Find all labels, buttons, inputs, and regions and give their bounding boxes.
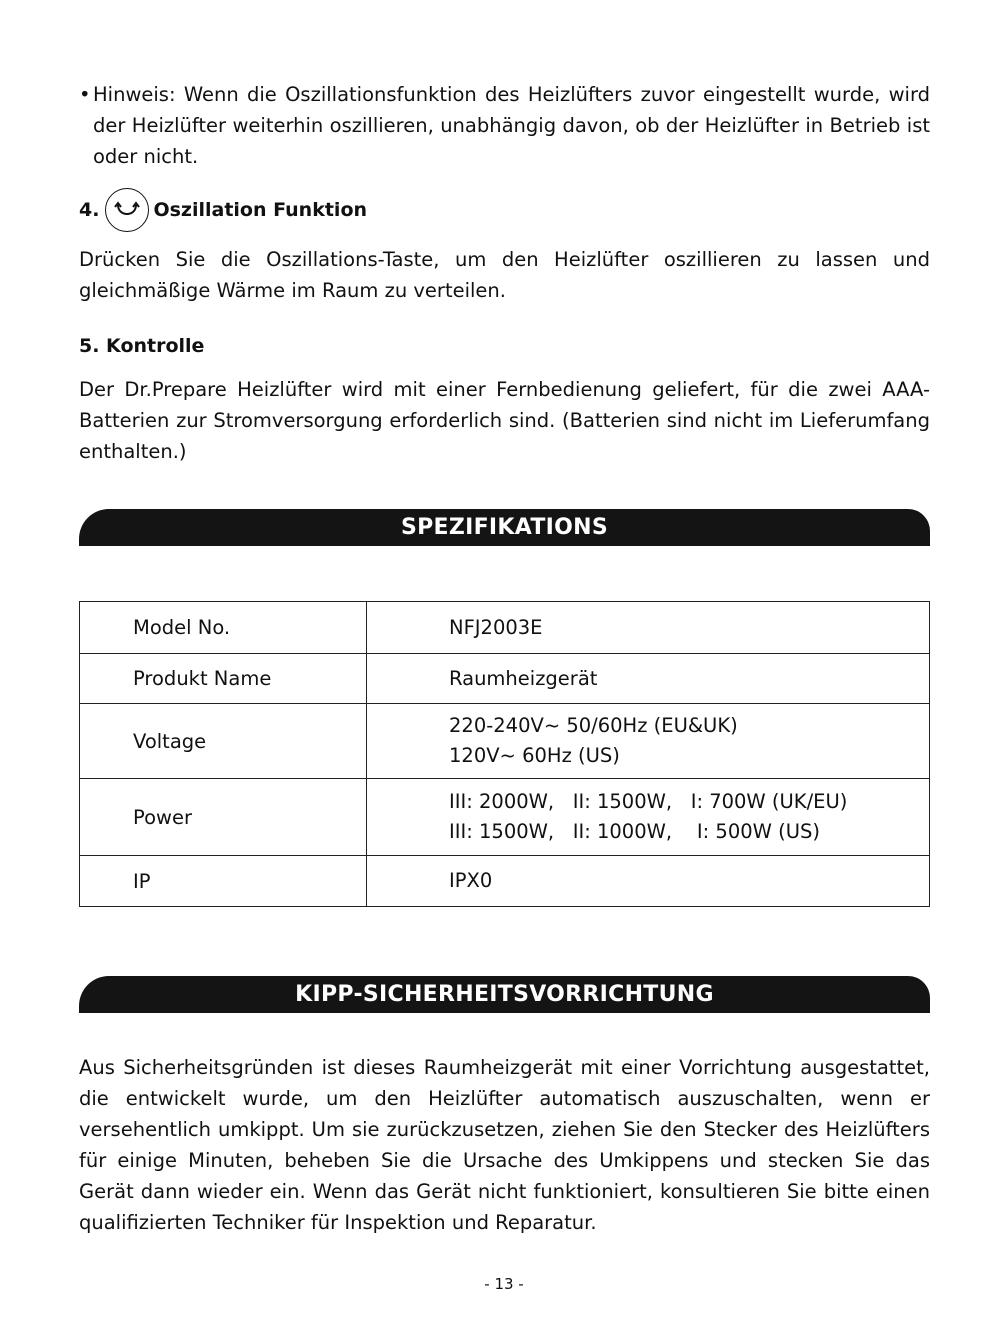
note-paragraph bbox=[79, 79, 930, 172]
page-number: - 13 - bbox=[484, 1275, 524, 1293]
section-4-number: 4. bbox=[79, 199, 100, 221]
spec-row-voltage bbox=[80, 704, 930, 779]
spec-value bbox=[367, 602, 930, 654]
spec-table bbox=[79, 601, 930, 907]
section-5-body: Der Dr.Prepare Heizlüfter wird mit einer Fernbedienung geliefert, für die zwei AAA-Batterien zur Stromversorgung erforderlich sind. (Batterien sind nicht im Lieferumfang enthalten.) bbox=[79, 378, 930, 463]
spec-value-line: NFJ2003E bbox=[449, 615, 543, 639]
spec-row-power bbox=[80, 779, 930, 856]
section-5-heading: 5. Kontrolle bbox=[79, 335, 205, 357]
bullet: • bbox=[79, 83, 91, 106]
section-4-heading bbox=[79, 184, 367, 236]
spec-row-model bbox=[80, 602, 930, 654]
section-4-body: Drücken Sie die Oszillations-Taste, um den Heizlüfter oszillieren zu lassen und gleichmäßige Wärme im Raum zu verteilen. bbox=[79, 248, 930, 302]
spec-value-line: 120V~ 60Hz (US) bbox=[449, 744, 620, 767]
spec-value bbox=[367, 856, 930, 907]
kipp-body: Aus Sicherheitsgründen ist dieses Raumheizgerät mit einer Vorrichtung ausgestattet, die entwickelt wurde, um den Heizlüfter automatisch auszuschalten, wenn er versehentlich umkippt. Um sie zurückzusetzen, ziehen Sie den Stecker des Heizlüfters für einige Minuten, beheben Sie die Ursache des Umkippens und stecken Sie das Gerät dann wieder ein. Wenn das Gerät nicht funktioniert, konsultieren Sie bitte einen qualifizierten Techniker für Inspektion und Reparatur. bbox=[79, 1056, 930, 1234]
spec-value bbox=[367, 654, 930, 704]
note-text: Hinweis: Wenn die Oszillationsfunktion des Heizlüfters zuvor eingestellt wurde, wird der Heizlüfter weiterhin oszillieren, unabhängig davon, ob der Heizlüfter in Betrieb ist oder nicht. bbox=[93, 83, 930, 168]
spec-value bbox=[367, 779, 930, 856]
spec-value-line: III: 1500W, II: 1000W, I: 500W (US) bbox=[449, 820, 820, 843]
spec-value-line: 220-240V~ 50/60Hz (EU&UK) bbox=[449, 714, 738, 737]
spec-row-ip bbox=[80, 856, 930, 907]
spec-value-line: Raumheizgerät bbox=[449, 666, 598, 690]
spec-key: Model No. bbox=[80, 602, 367, 654]
spec-value-line: III: 2000W, II: 1500W, I: 700W (UK/EU) bbox=[449, 790, 848, 813]
spec-value-line: IPX0 bbox=[449, 869, 493, 892]
spec-value bbox=[367, 704, 930, 779]
spec-banner: SPEZIFIKATIONS bbox=[79, 509, 930, 546]
section-4-title: Oszillation Funktion bbox=[153, 199, 368, 221]
spec-key: Produkt Name bbox=[80, 654, 367, 704]
spec-key: IP bbox=[80, 856, 367, 907]
spec-key: Voltage bbox=[80, 704, 367, 779]
spec-key: Power bbox=[80, 779, 367, 856]
spec-row-product bbox=[80, 654, 930, 704]
oscillation-icon bbox=[105, 188, 149, 232]
kipp-banner: KIPP-SICHERHEITSVORRICHTUNG bbox=[79, 976, 930, 1013]
